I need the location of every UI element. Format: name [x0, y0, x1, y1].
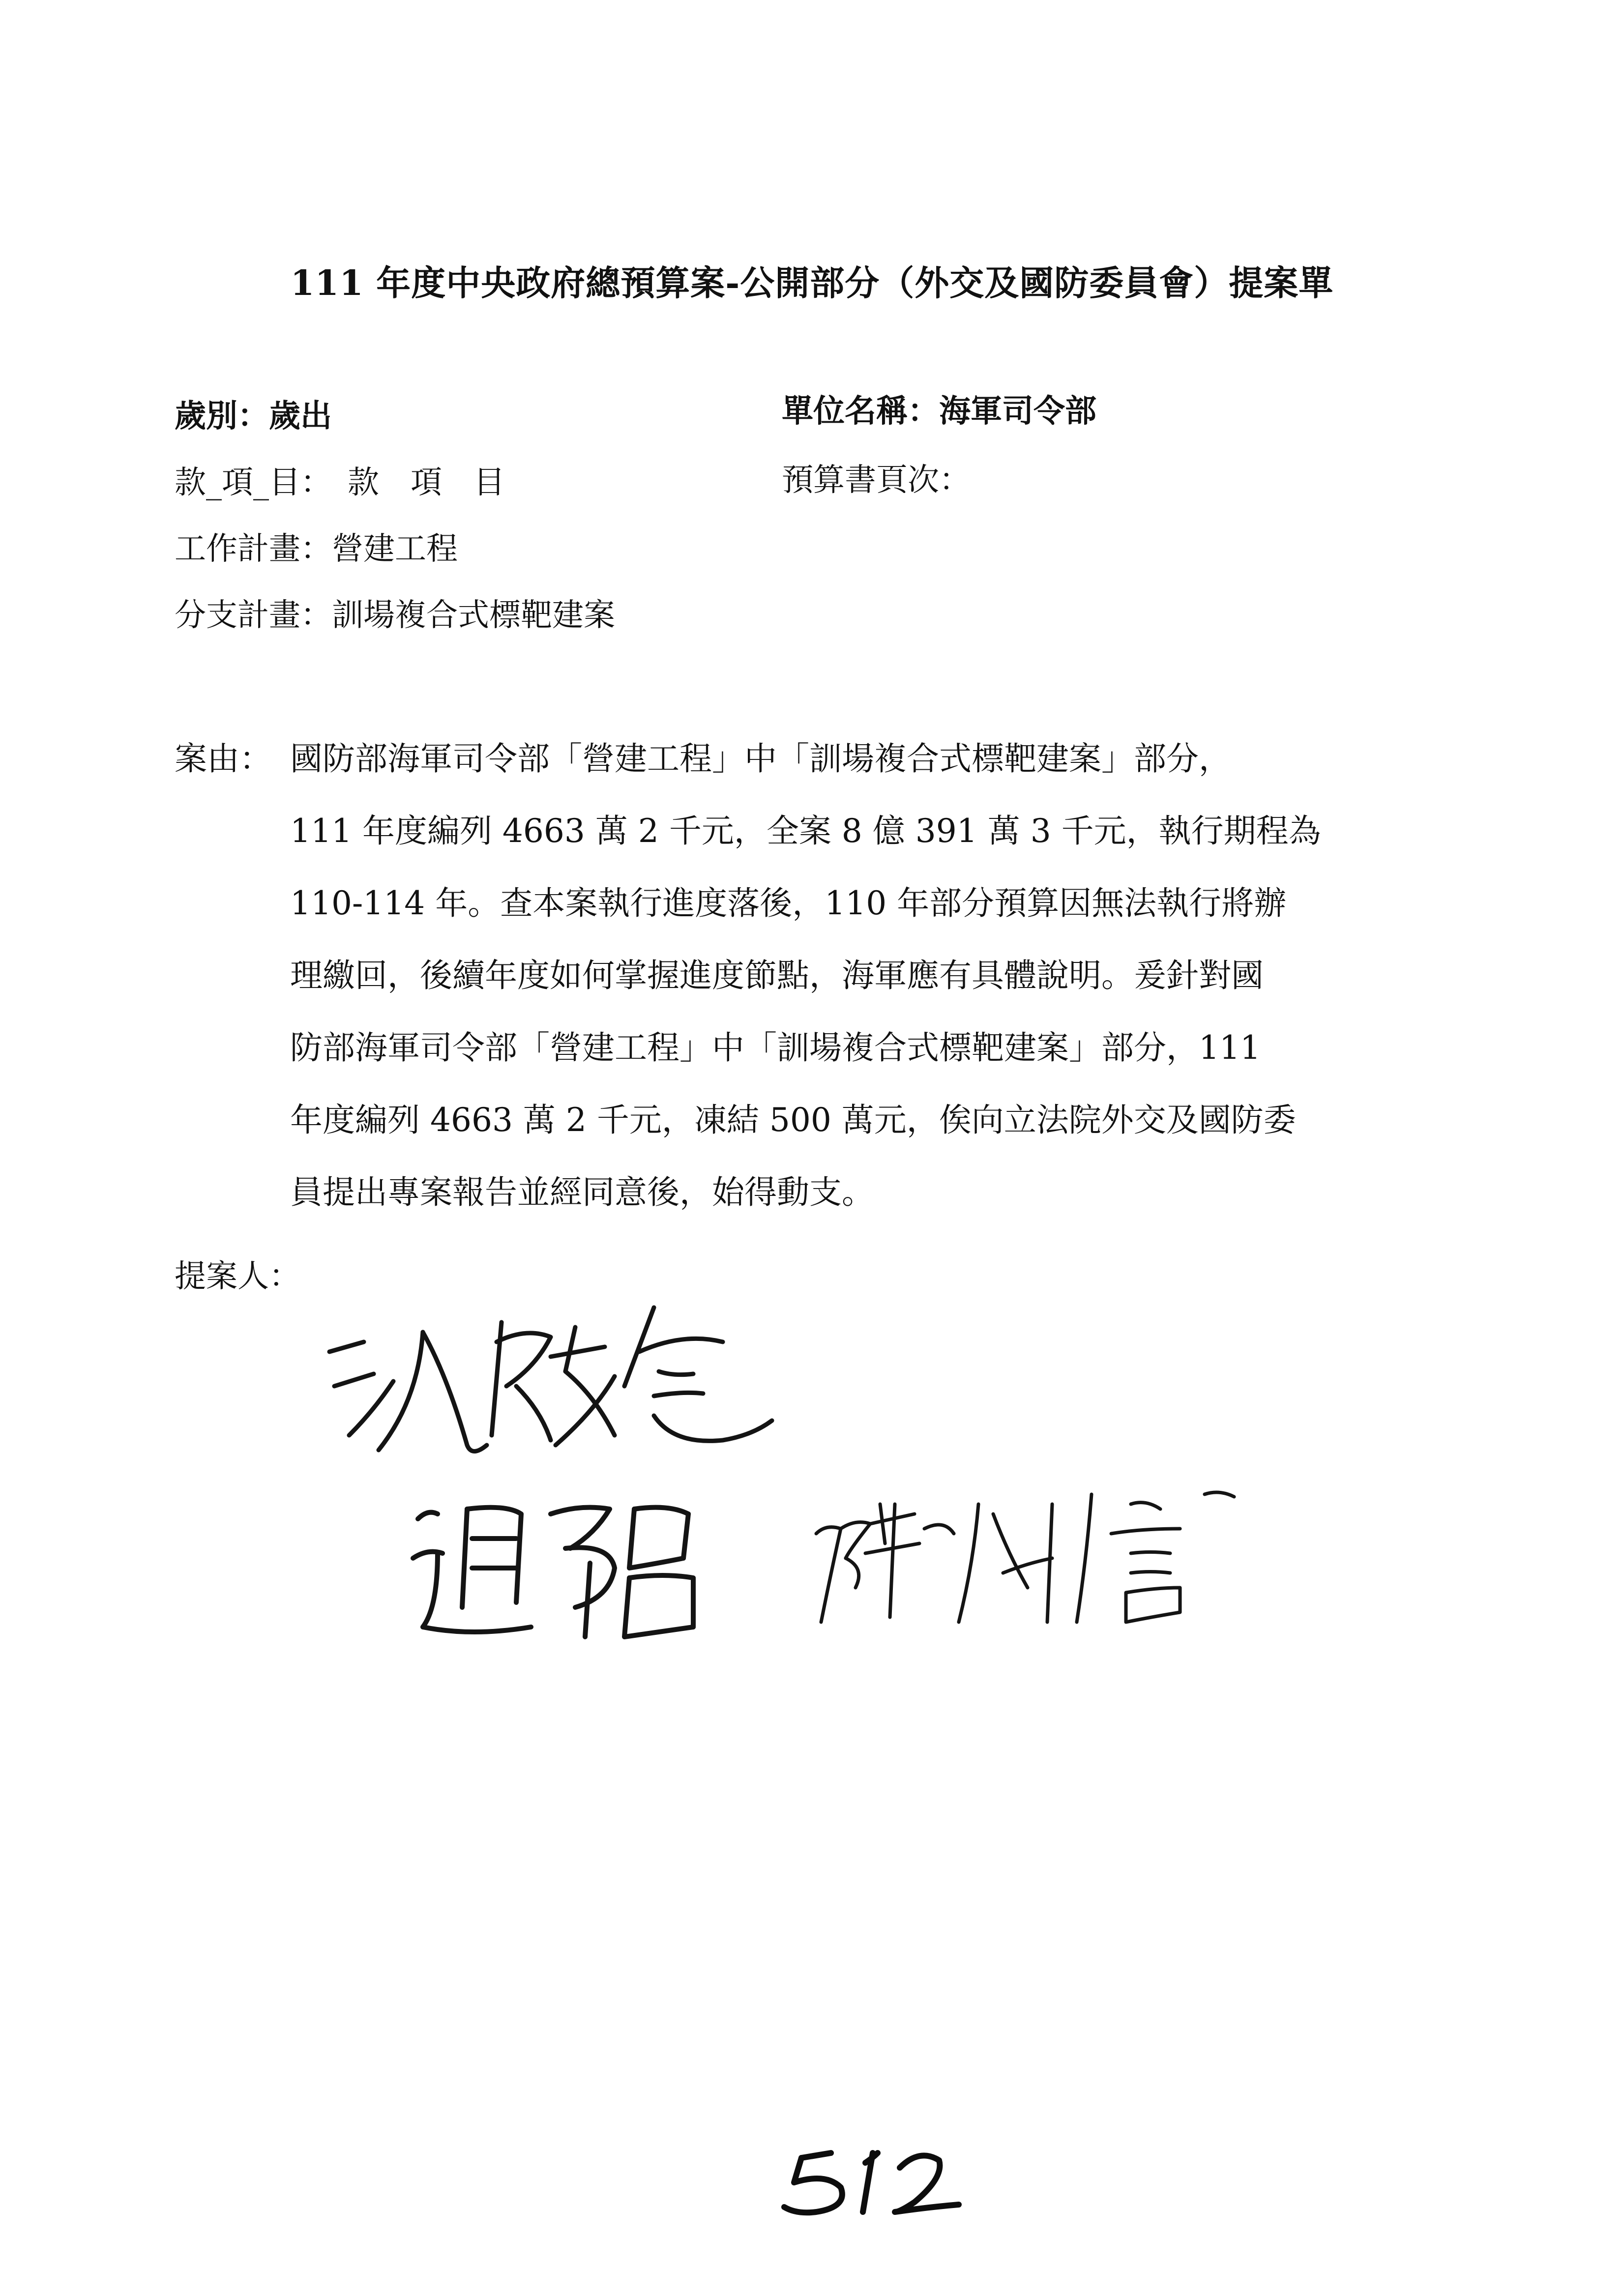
case-text — [290, 723, 1443, 1228]
case-line: 防部海軍司令部「營建工程」中「訓場複合式標靶建案」部分，111 — [290, 1029, 1261, 1067]
signature-1 — [320, 1288, 787, 1475]
case-line: 員提出專案報告並經同意後，始得動支。 — [290, 1173, 874, 1211]
case-line: 111 年度編列 4663 萬 2 千元，全案 8 億 391 萬 3 千元，執行期程為 — [290, 812, 1321, 850]
case-label: 案由： — [175, 740, 272, 778]
page-title: 111 年度中央政府總預算案-公開部分（外交及國防委員會）提案單 — [290, 262, 1334, 303]
page-number — [767, 2138, 1033, 2217]
signature-2 — [403, 1480, 708, 1657]
case-line: 理繳回，後續年度如何掌握進度節點，海軍應有具體說明。爰針對國 — [290, 957, 1264, 994]
proposer-label: 提案人： — [175, 1258, 300, 1295]
item-field: 款_項_目： 款 項 目 — [175, 465, 505, 501]
signature-3 — [797, 1475, 1259, 1637]
case-line: 年度編列 4663 萬 2 千元，凍結 500 萬元，俟向立法院外交及國防委 — [290, 1101, 1296, 1139]
case-line: 110-114 年。查本案執行進度落後，110 年部分預算因無法執行將辦 — [290, 884, 1287, 922]
unit-field: 單位名稱：海軍司令部 — [782, 393, 1096, 430]
work-plan-field: 工作計畫：營建工程 — [175, 531, 458, 567]
case-line: 國防部海軍司令部「營建工程」中「訓場複合式標靶建案」部分， — [290, 740, 1231, 778]
sub-plan-field: 分支計畫：訓場複合式標靶建案 — [175, 597, 615, 634]
budget-page-field: 預算書頁次： — [782, 462, 971, 498]
category-field: 歲別：歲出 — [175, 398, 332, 435]
case-section — [175, 723, 1443, 1228]
